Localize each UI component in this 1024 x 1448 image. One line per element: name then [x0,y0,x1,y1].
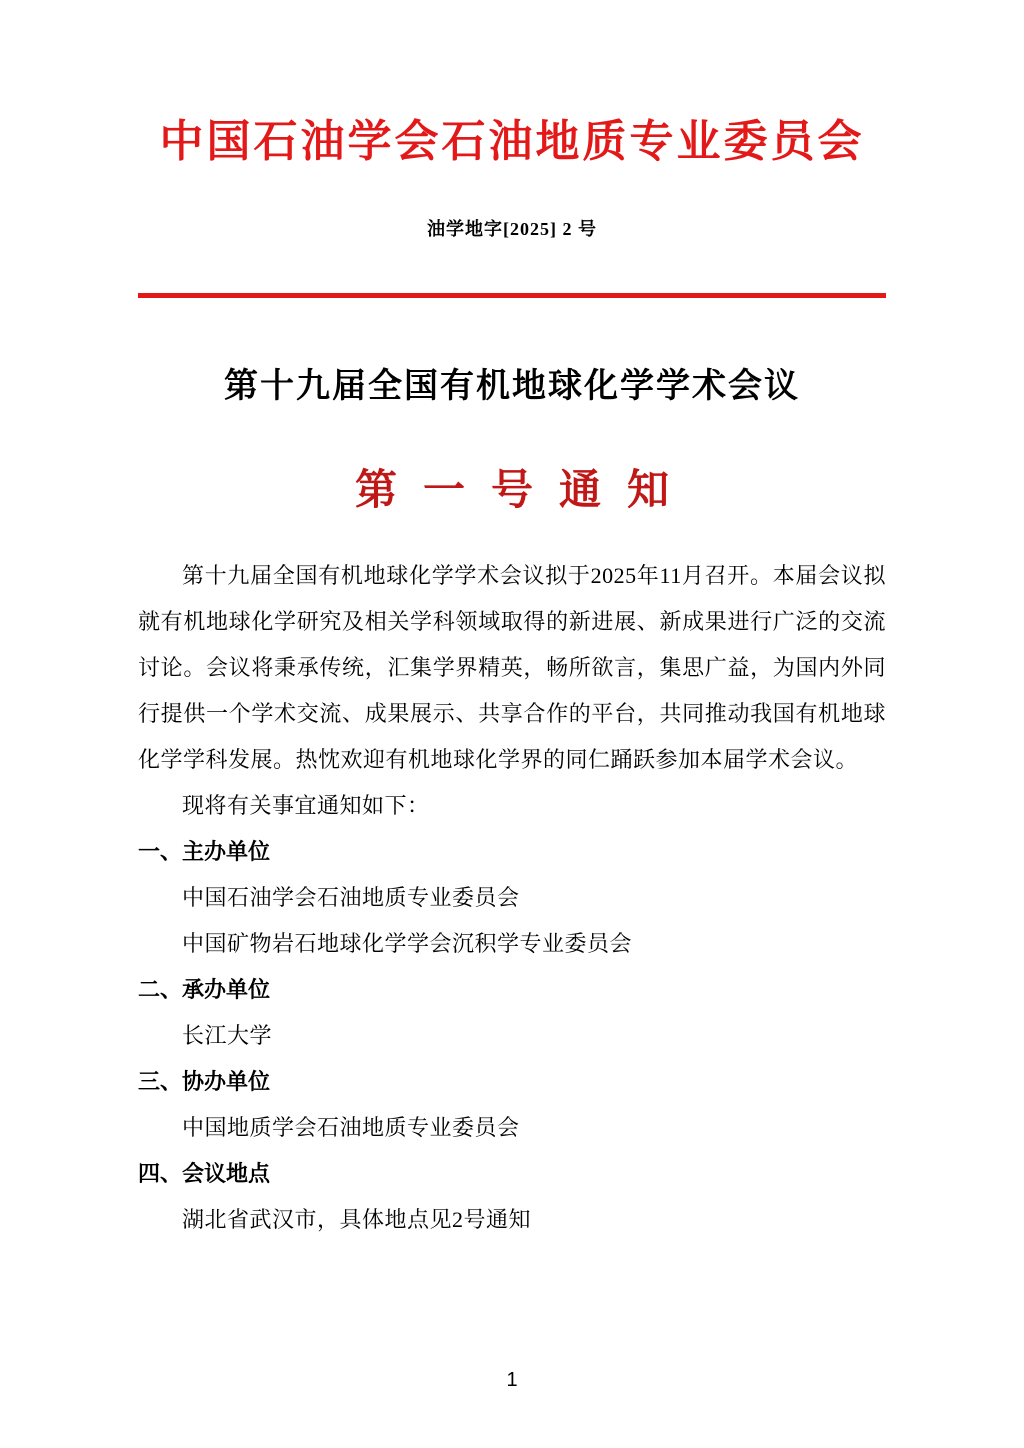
org-title: 中国石油学会石油地质专业委员会 [159,117,865,166]
section-heading-venue: 四、会议地点 [138,1161,271,1187]
conference-title: 第十九届全国有机地球化学学术会议 [224,368,800,406]
section-heading-co-organizer: 三、协办单位 [138,1069,271,1095]
doc-number: 油学地字[2025] 2 号 [427,219,597,240]
section-item: 中国石油学会石油地质专业委员会 [182,885,520,911]
section-heading-organizer: 二、承办单位 [138,977,271,1003]
document-content [0,112,1024,1243]
intro-followup-line: 现将有关事宜通知如下： [182,793,430,819]
red-divider-rule [138,293,886,298]
intro-paragraph: 第十九届全国有机地球化学学术会议拟于2025年11月召开。本届会议拟就有机地球化学研究及相关学科领域取得的新进展、新成果进行广泛的交流讨论。会议将秉承传统，汇集学界精英，畅所欲言，集思广益，为国内外同行提供一个学术交流、成果展示、共享合作的平台，共同推动我国有机地球化学学科发展。热忱欢迎有机地球化学界的同仁踊跃参加本届学术会议。 [138,563,886,773]
section-item: 长江大学 [182,1023,273,1049]
section-item: 中国矿物岩石地球化学学会沉积学专业委员会 [182,931,633,957]
notice-number-title: 第一号通知 [354,468,695,515]
page-number: 1 [506,1369,518,1391]
section-heading-host-units: 一、主办单位 [138,839,271,865]
section-item: 湖北省武汉市，具体地点见2号通知 [182,1207,532,1233]
section-item: 中国地质学会石油地质专业委员会 [182,1115,520,1141]
